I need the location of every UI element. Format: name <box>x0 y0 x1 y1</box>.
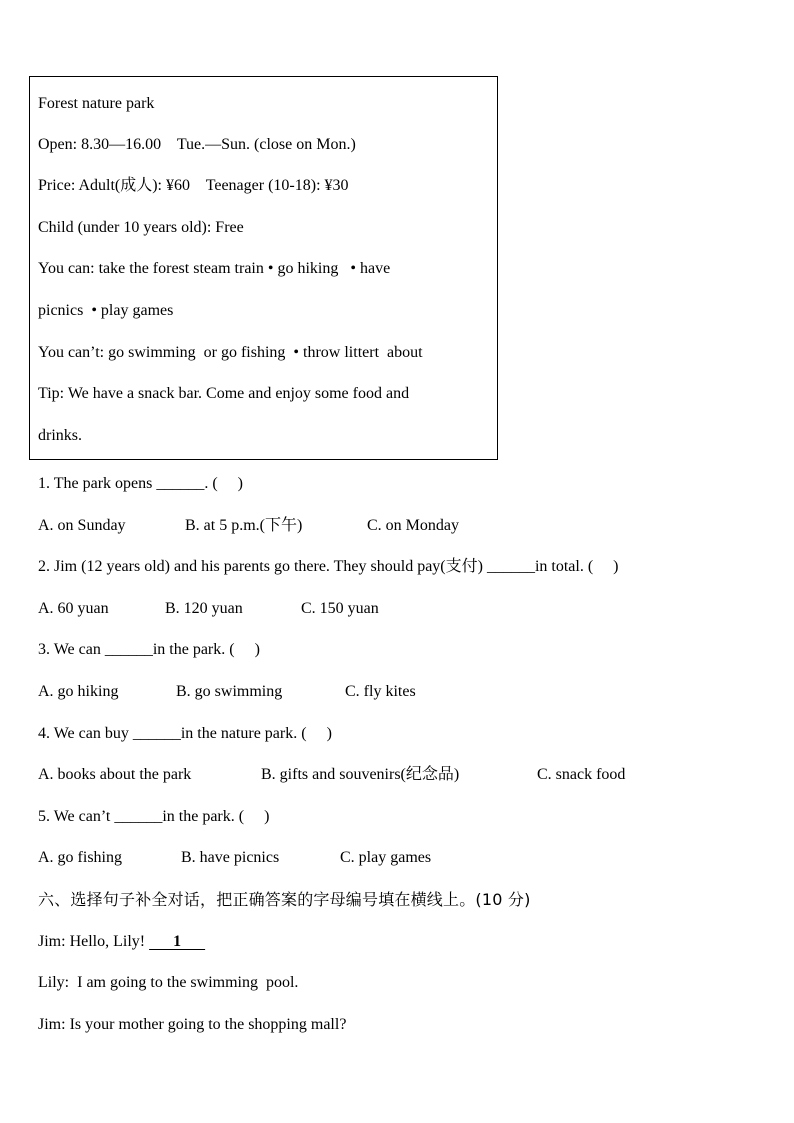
q1-option-b: B. at 5 p.m.(下午) <box>185 516 303 534</box>
notice-open-hours: Open: 8.30—16.00 Tue.—Sun. (close on Mon.) <box>38 135 356 153</box>
question-1-options <box>38 514 758 556</box>
question-1-stem: 1. The park opens ______. ( ) <box>38 475 243 492</box>
q2-option-c: C. 150 yuan <box>301 599 379 617</box>
notice-tip-line1: Tip: We have a snack bar. Come and enjoy some food and <box>38 385 410 403</box>
q1-option-c: C. on Monday <box>367 516 459 534</box>
question-3-stem: 3. We can ______in the park. ( ) <box>38 641 260 659</box>
q3-option-a: A. go hiking <box>38 682 119 700</box>
dialogue-line-1-text: Jim: Hello, Lily! <box>38 932 150 950</box>
q2-option-b: B. 120 yuan <box>165 599 243 617</box>
q5-option-a: A. go fishing <box>38 849 122 867</box>
question-5-options <box>38 846 758 888</box>
q4-option-b: B. gifts and souvenirs(纪念品) <box>261 766 460 784</box>
question-2-options <box>38 597 758 639</box>
notice-can-line1: You can: take the forest steam train • go hiking • have <box>38 260 391 278</box>
notice-can-line2: picnics • play games <box>38 301 174 319</box>
notice-price: Price: Adult(成人): ¥60 Teenager (10-18): ¥30 <box>38 177 349 195</box>
q5-option-b: B. have picnics <box>181 849 280 867</box>
q2-option-a: A. 60 yuan <box>38 599 109 617</box>
question-4-options <box>38 763 758 805</box>
section-6-title: 六、选择句子补全对话，把正确答案的字母编号填在横线上。(10 分) <box>38 889 531 909</box>
q1-option-a: A. on Sunday <box>38 516 126 534</box>
question-5-stem: 5. We can’t ______in the park. ( ) <box>38 807 270 825</box>
q5-option-c: C. play games <box>340 849 432 867</box>
notice-title: Forest nature park <box>38 95 155 112</box>
question-3-options <box>38 680 758 722</box>
park-notice-box <box>29 76 498 460</box>
notice-tip-line2: drinks. <box>38 426 82 444</box>
dialogue-blank-1: 1 <box>149 932 206 950</box>
question-2-stem: 2. Jim (12 years old) and his parents go there. They should pay(支付) ______in total. ( ) <box>38 558 619 576</box>
q3-option-c: C. fly kites <box>345 682 416 700</box>
dialogue-line-1 <box>38 930 758 972</box>
q3-option-b: B. go swimming <box>176 682 283 700</box>
q4-option-a: A. books about the park <box>38 766 192 784</box>
notice-child-price: Child (under 10 years old): Free <box>38 218 244 236</box>
dialogue-line-3: Jim: Is your mother going to the shopping mall? <box>38 1015 347 1033</box>
notice-cannot: You can’t: go swimming or go fishing • throw littert about <box>38 343 423 361</box>
q4-option-c: C. snack food <box>537 766 626 784</box>
questions-area <box>38 472 758 1054</box>
dialogue-line-2: Lily: I am going to the swimming pool. <box>38 974 299 992</box>
question-4-stem: 4. We can buy ______in the nature park. ( ) <box>38 724 332 742</box>
